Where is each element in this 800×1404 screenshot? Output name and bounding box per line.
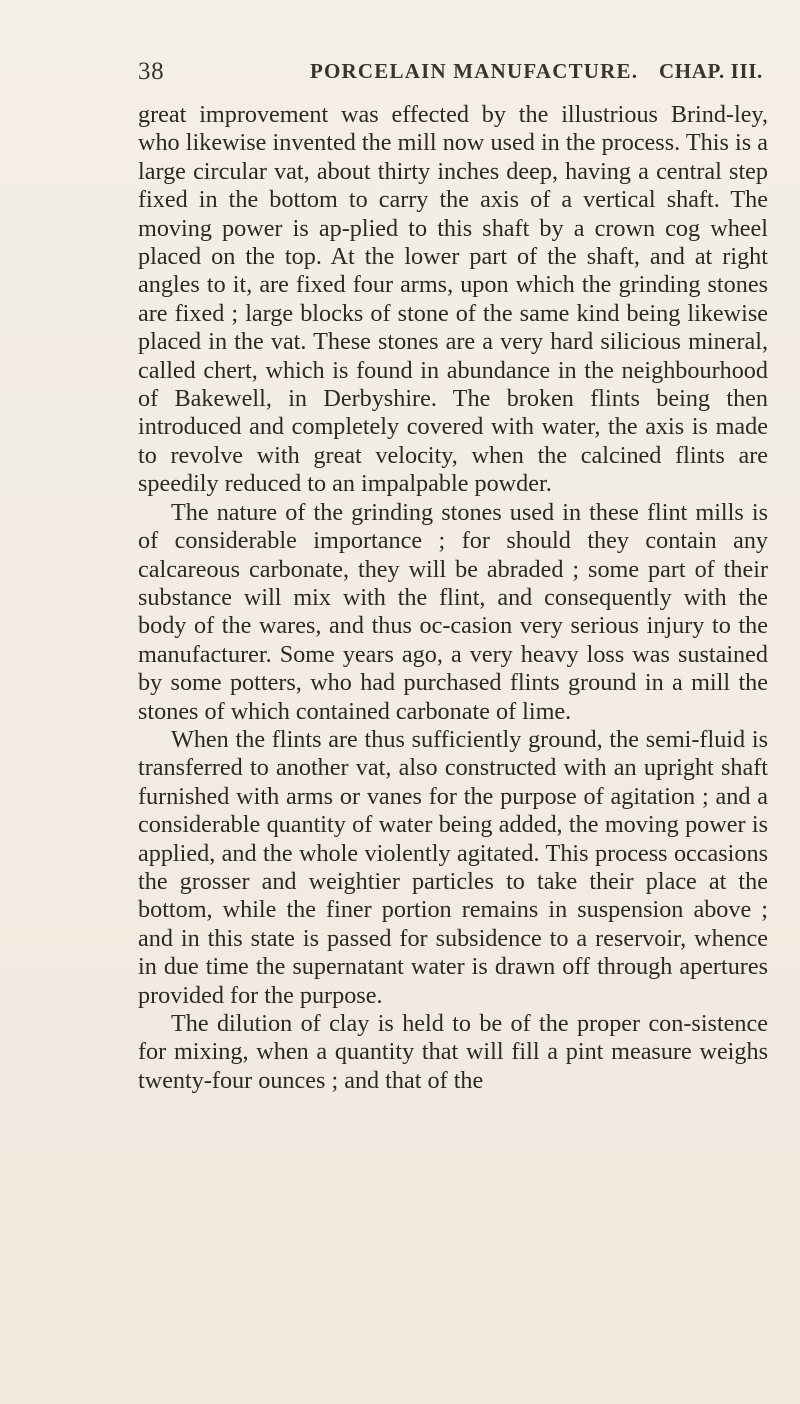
paragraph-grinding-stones: The nature of the grinding stones used in these flint mills is of considerable importance ; for should they contain any calcareous carbonate, they will be abraded ; some part of their substance will mix with the flint, and consequently with the body of the wares, and thus oc-casion very serious injury to the manufacturer. Some years ago, a very heavy loss was sustained by some potters, who had purchased flints ground in a mill the stones of which contained carbonate of lime. [138, 498, 768, 725]
paragraph-continued: great improvement was effected by the illustrious Brind-ley, who likewise invented the mill now used in the process. This is a large circular vat, about thirty inches deep, having a central step fixed in the bottom to carry the axis of a vertical shaft. The moving power is ap-plied to this shaft by a crown cog wheel placed on the top. At the lower part of the shaft, and at right angles to it, are fixed four arms, upon which the grinding stones are fixed ; large blocks of stone of the same kind being likewise placed in the vat. These stones are a very hard silicious mineral, called chert, which is found in abundance in the neighbourhood of Bakewell, in Derbyshire. The broken flints being then introduced and completely covered with water, the axis is made to revolve with great velocity, when the calcined flints are speedily reduced to an impalpable powder. [138, 101, 768, 498]
running-head [138, 58, 778, 88]
paragraph-semi-fluid: When the flints are thus sufficiently ground, the semi-fluid is transferred to another vat, also constructed with an upright shaft furnished with arms or vanes for the purpose of agitation ; and a considerable quantity of water being added, the moving power is applied, and the whole violently agitated. This process occasions the grosser and weightier particles to take their place at the bottom, while the finer portion remains in suspension above ; and in this state is passed for subsidence to a reservoir, whence in due time the supernatant water is drawn off through apertures provided for the purpose. [138, 725, 768, 1009]
running-title: PORCELAIN MANUFACTURE. [310, 59, 639, 83]
page-number: 38 [138, 58, 165, 85]
body-text [138, 101, 768, 1095]
chapter-label: CHAP. III. [659, 59, 763, 83]
paragraph-dilution: The dilution of clay is held to be of the proper con-sistence for mixing, when a quantity that will fill a pint measure weighs twenty-four ounces ; and that of the [138, 1010, 768, 1094]
